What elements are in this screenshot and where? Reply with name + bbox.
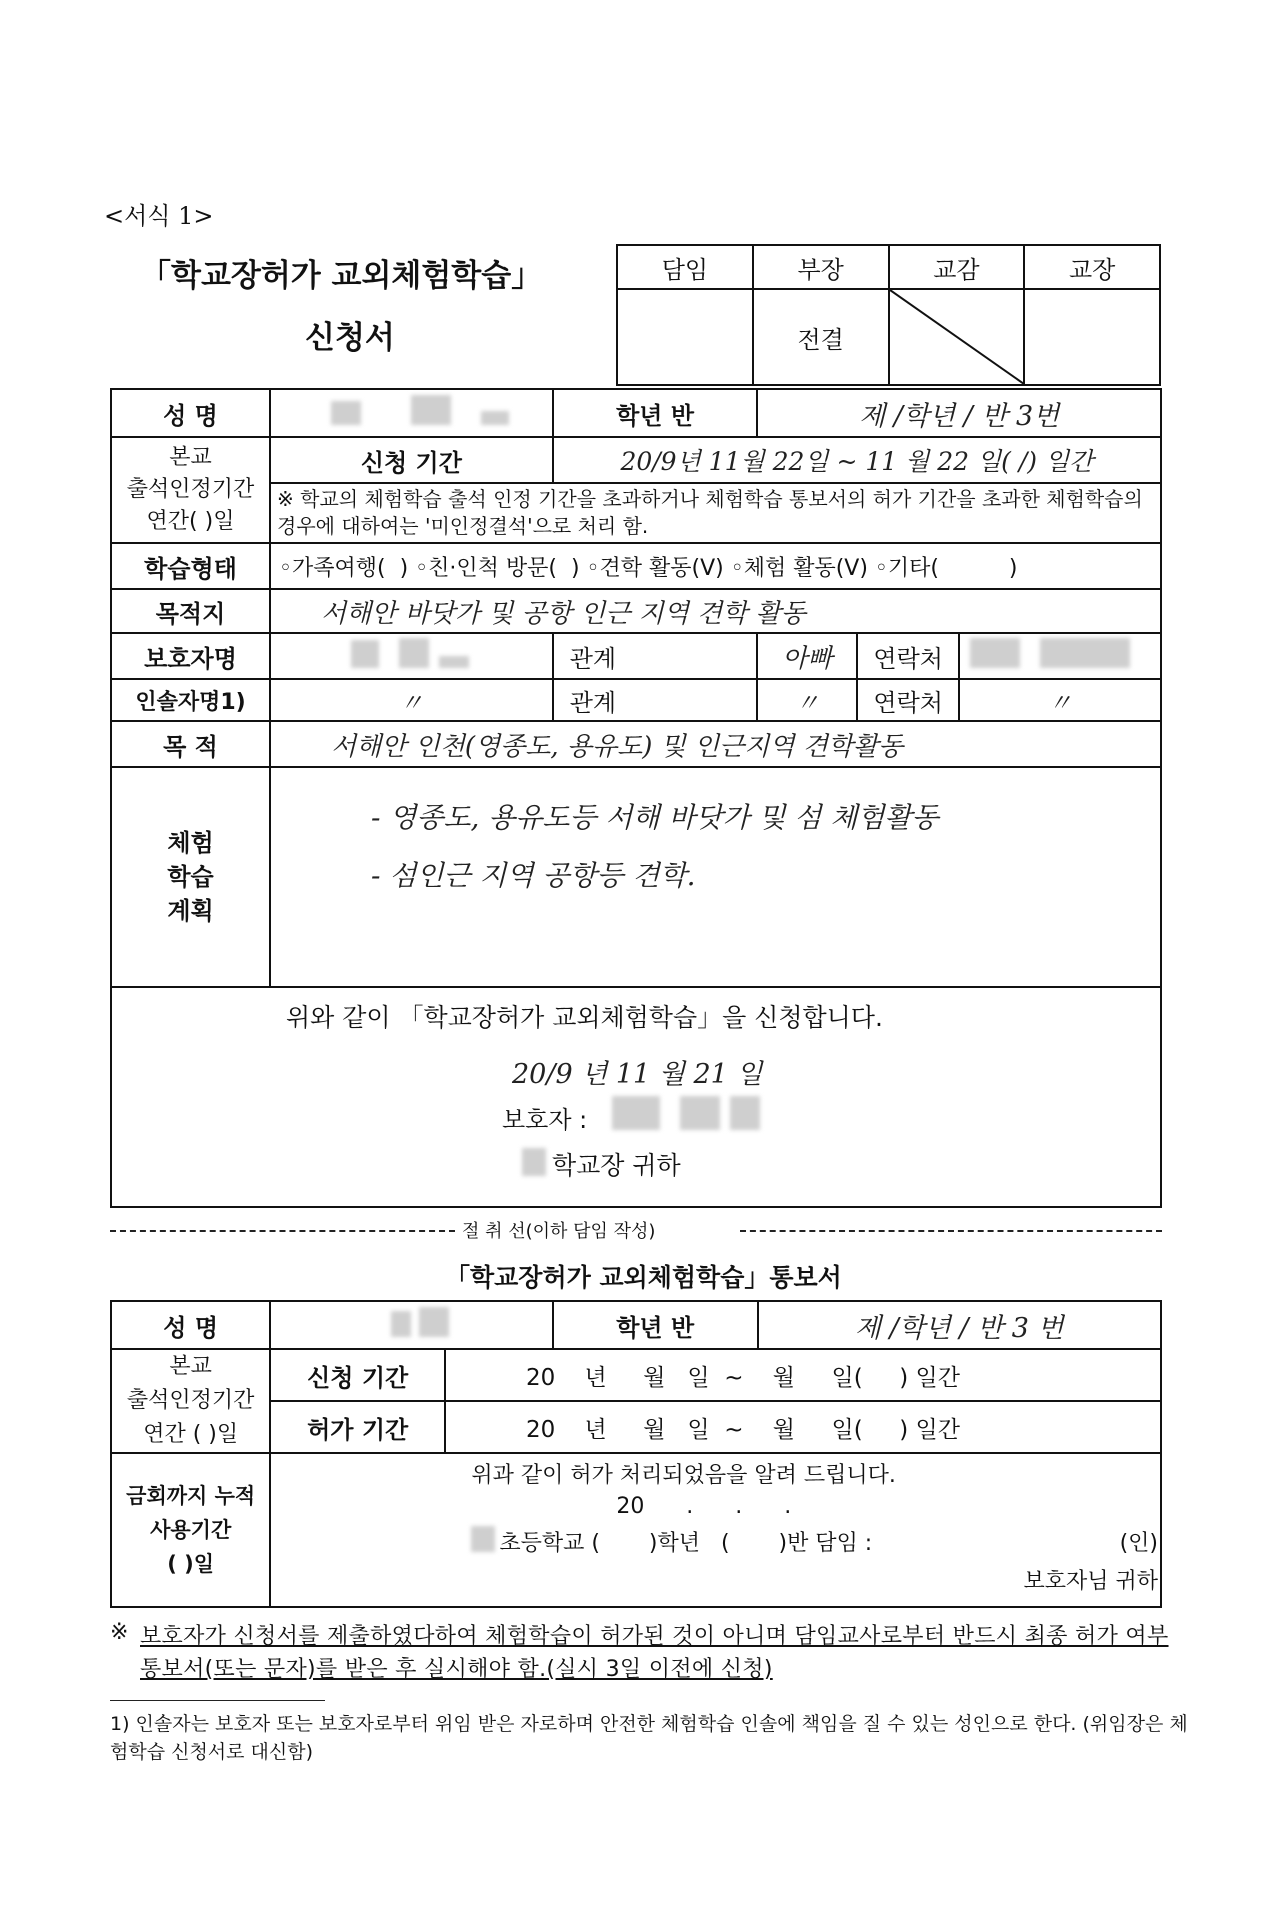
notice-permit-label: 허가 기간 — [270, 1401, 445, 1453]
approval-sign-vice-principal — [889, 289, 1025, 385]
escort-contact-label: 연락처 — [857, 679, 959, 721]
approval-sign-homeroom — [617, 289, 753, 385]
notice-apply-label: 신청 기간 — [270, 1349, 445, 1401]
cut-line-text: 절 취 선(이하 담임 작성) — [462, 1221, 656, 1242]
purpose-value: 서해안 인천(영종도, 용유도) 및 인근지역 견학활동 — [270, 721, 1161, 767]
guardian-sign-label: 보호자 : — [502, 1106, 588, 1134]
escort-relation-label: 관계 — [553, 679, 758, 721]
diagonal-slash-icon — [890, 290, 1024, 384]
name-value — [270, 389, 553, 437]
type-options: ◦가족여행( ) ◦친·인척 방문( ) ◦견학 활동(V) ◦체험 활동(V) ◦기타( ) — [270, 543, 1161, 589]
footnote-divider — [110, 1700, 325, 1701]
notice-to-guardian: 보호자님 귀하 — [1023, 1569, 1158, 1594]
notice-attendance-label: 본교 출석인정기간 연간 ( )일 — [111, 1349, 270, 1453]
notice-name-value — [270, 1301, 553, 1349]
purpose-label: 목 적 — [111, 721, 270, 767]
notice-notify-text: 위과 같이 허가 처리되었음을 알려 드립니다. — [471, 1463, 896, 1488]
name-label: 성 명 — [111, 389, 270, 437]
warning-text: 보호자가 신청서를 제출하였다하여 체험학습이 허가된 것이 아니며 담임교사로부터 반드시 최종 허가 여부 통보서(또는 문자)를 받은 후 실시해야 함.(실시 3일 이전에 신청) — [140, 1624, 1169, 1682]
cut-line-right — [740, 1230, 1162, 1232]
approval-sign-principal — [1024, 289, 1160, 385]
guardian-relation-label: 관계 — [553, 633, 758, 679]
form-code: <서식 1> — [104, 202, 214, 230]
notice-seal: (인) — [1119, 1531, 1158, 1556]
grade-label: 학년 반 — [553, 389, 758, 437]
guardian-contact-label: 연락처 — [857, 633, 959, 679]
approval-sign-head: 전결 — [753, 289, 889, 385]
notice-date-line: 20 . . . — [616, 1494, 792, 1519]
approval-header-head: 부장 — [753, 245, 889, 289]
plan-label: 체험 학습 계획 — [111, 767, 270, 987]
request-area — [111, 987, 1161, 1207]
destination-value: 서해안 바닷가 및 공항 인근 지역 견학 활동 — [270, 589, 1161, 633]
grade-value: 제 /학년 / 반 3번 — [757, 389, 1161, 437]
footnote: 1) 인솔자는 보호자 또는 보호자로부터 위임 받은 자로하며 안전한 체험학습 인솔에 책임을 질 수 있는 성인으로 한다. (위임장은 체험학습 신청서로 대신함) — [110, 1713, 1188, 1763]
escort-label: 인솔자명1) — [111, 679, 270, 721]
guardian-label: 보호자명 — [111, 633, 270, 679]
approval-header-principal: 교장 — [1024, 245, 1160, 289]
approval-table — [616, 244, 1161, 386]
notice-grade-value: 제 /학년 / 반 3 번 — [758, 1301, 1161, 1349]
escort-relation: 〃 — [757, 679, 857, 721]
warning-mark: ※ — [110, 1620, 129, 1645]
destination-label: 목적지 — [111, 589, 270, 633]
guardian-relation: 아빠 — [757, 633, 857, 679]
escort-contact: 〃 — [959, 679, 1161, 721]
application-table — [110, 388, 1162, 1208]
notice-school-blur — [471, 1526, 495, 1558]
approval-header-vice-principal: 교감 — [889, 245, 1025, 289]
recipient: 학교장 귀하 — [552, 1151, 681, 1180]
period-note: ※ 학교의 체험학습 출석 인정 기간을 초과하거나 체험학습 통보서의 허가 기간을 초과한 체험학습의 경우에 대하여는 '미인정결석'으로 처리 함. — [270, 483, 1161, 543]
notice-title: 「학교장허가 교외체험학습」통보서 — [445, 1263, 842, 1292]
form-title: 「학교장허가 교외체험학습」 — [140, 258, 543, 294]
type-label: 학습형태 — [111, 543, 270, 589]
period-label: 신청 기간 — [270, 437, 553, 483]
guardian-contact — [959, 633, 1161, 679]
attendance-label: 본교 출석인정기간 연간( )일 — [111, 437, 270, 543]
notice-apply-value: 20 년 월 일 ~ 월 일( ) 일간 — [445, 1349, 1161, 1401]
plan-area — [270, 767, 1161, 987]
notice-usage-label: 금회까지 누적 사용기간 ( )일 — [111, 1453, 270, 1607]
cut-line-left — [110, 1230, 455, 1232]
guardian-name — [270, 633, 553, 679]
notice-grade-label: 학년 반 — [553, 1301, 758, 1349]
school-name-blur — [522, 1148, 546, 1182]
plan-item-1: - 영종도, 용유도등 서해 바닷가 및 섬 체험활동 — [371, 801, 939, 834]
approval-header-homeroom: 담임 — [617, 245, 753, 289]
form-subtitle: 신청서 — [305, 320, 395, 356]
notice-permit-value: 20 년 월 일 ~ 월 일( ) 일간 — [445, 1401, 1161, 1453]
request-date: 20/9 년 11 월 21 일 — [512, 1059, 763, 1090]
escort-name: 〃 — [270, 679, 553, 721]
notice-school-line: 초등학교 ( )학년 ( )반 담임 : — [499, 1531, 873, 1556]
request-text: 위와 같이 「학교장허가 교외체험학습」을 신청합니다. — [286, 1003, 883, 1032]
period-value: 20/9년 11월 22일 ~ 11 월 22 일( /) 일간 — [553, 437, 1161, 483]
guardian-sign-blur — [612, 1096, 760, 1136]
notice-table — [110, 1300, 1162, 1608]
plan-item-2: - 섬인근 지역 공항등 견학. — [371, 859, 696, 892]
notice-name-label: 성 명 — [111, 1301, 270, 1349]
notice-body — [270, 1453, 1161, 1607]
